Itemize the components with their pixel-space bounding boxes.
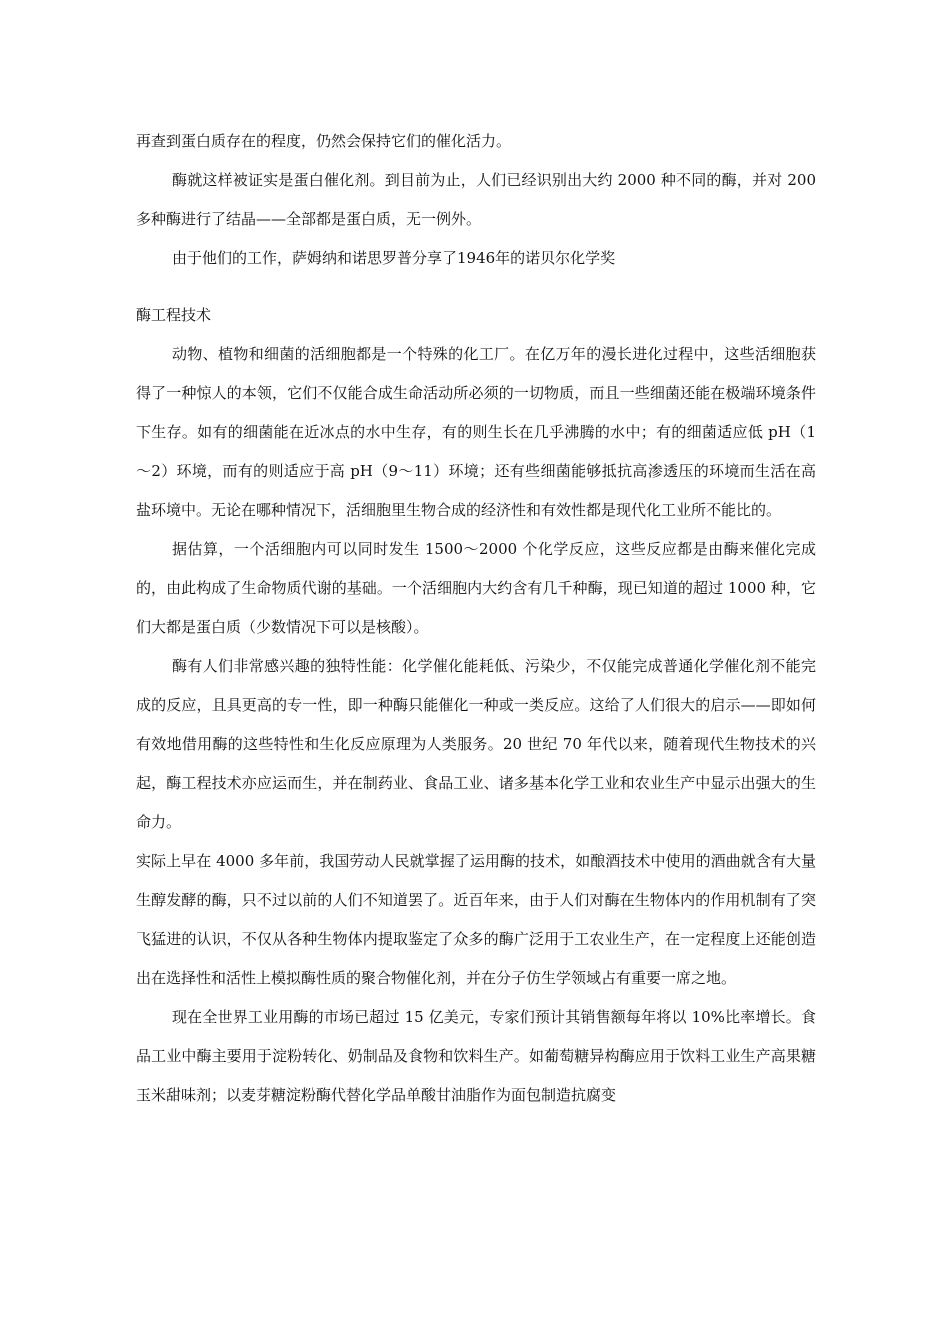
paragraph-market: 现在全世界工业用酶的市场已超过 15 亿美元，专家们预计其销售额每年将以 10%比率增长。食品工业中酶主要用于淀粉转化、奶制品及食物和饮料生产。如葡萄糖异构酶应用于饮料工业生产高果糖玉米甜味剂；以麦芽糖淀粉酶代替化学品单酸甘油脂作为面包制造抗腐变 [136, 1008, 816, 1104]
paragraph-living-cells: 动物、植物和细菌的活细胞都是一个特殊的化工厂。在亿万年的漫长进化过程中，这些活细胞获得了一种惊人的本领，它们不仅能合成生命活动所必须的一切物质，而且一些细菌还能在极端环境条件下生存。如有的细菌能在近冰点的水中生存，有的则生长在几乎沸腾的水中；有的细菌适应低 pH（1～2）环境，而有的则适应于高 pH（9～11）环境；还有些细菌能够抵抗高渗透压的环境而生活在高盐环境中。无论在哪种情况下，活细胞里生物合成的经济性和有效性都是现代化工业所不能比的。 [136, 345, 816, 519]
paragraph-enzyme-properties: 酶有人们非常感兴趣的独特性能：化学催化能耗低、污染少，不仅能完成普通化学催化剂不能完成的反应，且具更高的专一性，即一种酶只能催化一种或一类反应。这给了人们很大的启示——即如何有效地借用酶的这些特性和生化反应原理为人类服务。20 世纪 70 年代以来，随着现代生物技术的兴起，酶工程技术亦应运而生，并在制药业、食品工业、诸多基本化学工业和农业生产中显示出强大的生命力。 [136, 657, 816, 831]
paragraph-reactions-estimate: 据估算，一个活细胞内可以同时发生 1500～2000 个化学反应，这些反应都是由酶来催化完成的，由此构成了生命物质代谢的基础。一个活细胞内大约含有几千种酶，现已知道的超过 1000 种，它们大都是蛋白质（少数情况下可以是核酸）。 [136, 540, 816, 636]
paragraph-nobel-prize: 由于他们的工作，萨姆纳和诺思罗普分享了1946年的诺贝尔化学奖 [172, 249, 616, 267]
paragraph-history: 实际上早在 4000 多年前，我国劳动人民就掌握了运用酶的技术，如酿酒技术中使用的酒曲就含有大量生醇发酵的酶，只不过以前的人们不知道罢了。近百年来，由于人们对酶在生物体内的作用机制有了突飞猛进的认识，不仅从各种生物体内提取鉴定了众多的酶广泛用于工农业生产，在一定程度上还能创造出在选择性和活性上模拟酶性质的聚合物催化剂，并在分子仿生学领域占有重要一席之地。 [136, 852, 816, 987]
document-body [136, 122, 816, 1115]
paragraph-enzyme-protein: 酶就这样被证实是蛋白催化剂。到目前为止，人们已经识别出大约 2000 种不同的酶，并对 200 多种酶进行了结晶——全部都是蛋白质，无一例外。 [136, 171, 816, 228]
section-heading: 酶工程技术 [136, 306, 212, 324]
paragraph-continuation: 再查到蛋白质存在的程度，仍然会保持它们的催化活力。 [136, 132, 512, 150]
